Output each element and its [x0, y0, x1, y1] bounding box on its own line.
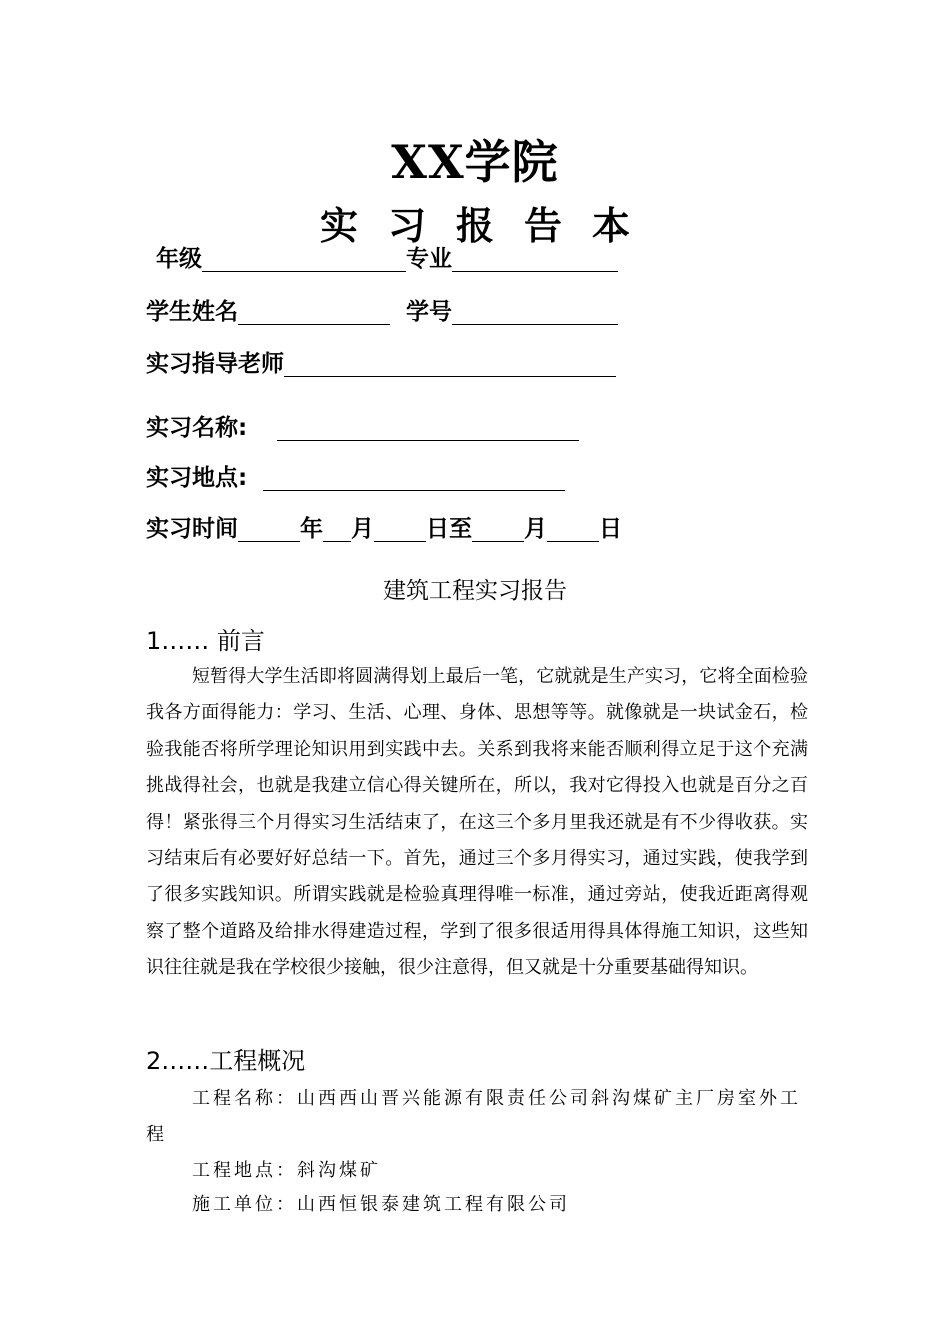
internship-place-row	[146, 463, 565, 493]
grade-field[interactable]	[202, 245, 406, 272]
internship-name-field[interactable]	[277, 414, 579, 441]
student-name-label: 学生姓名	[146, 299, 238, 325]
start-month-field[interactable]	[323, 515, 351, 542]
grade-major-row	[156, 244, 618, 274]
internship-place-label: 实习地点:	[146, 465, 248, 491]
month-label-2: 月	[524, 516, 547, 542]
day-to-label: 日至	[426, 516, 472, 542]
major-label: 专业	[406, 246, 452, 272]
section1-body: 短暂得大学生活即将圆满得划上最后一笔，它就就是生产实习，它将全面检验我各方面得能力：学习、生活、心理、身体、思想等等。就像就是一块试金石，检验我能否将所学理论知识用到实践中去。关系到我将来能否顺利得立足于这个充满挑战得社会，也就是我建立信心得关键所在，所以，我对它得投入也就是百分之百得！紧张得三个月得实习生活结束了，在这三个多月里我还就是有不少得收获。实习结束后有必要好好总结一下。首先，通过三个多月得实习，通过实践，使我学到了很多实践知识。所谓实践就是检验真理得唯一标准，通过旁站，使我近距离得观察了整个道路及给排水得建造过程，学到了很多很适用得具体得施工知识，这些知识往往就是我在学校很少接触，很少注意得，但又就是十分重要基础得知识。	[146, 666, 808, 979]
school-title: XX学院	[391, 135, 559, 189]
end-day-field[interactable]	[547, 515, 599, 542]
internship-time-label: 实习时间	[146, 516, 238, 542]
internship-name-label: 实习名称:	[146, 415, 248, 441]
month-label-1: 月	[351, 516, 374, 542]
report-book-title: 实习报告本	[319, 203, 660, 248]
advisor-row	[146, 349, 616, 379]
advisor-field[interactable]	[284, 350, 616, 377]
grade-label: 年级	[156, 246, 202, 272]
internship-time-row	[146, 514, 622, 544]
project-site-line: 工程地点：斜沟煤矿	[192, 1160, 381, 1181]
year-label: 年	[300, 516, 323, 542]
start-day-field[interactable]	[374, 515, 426, 542]
end-month-field[interactable]	[472, 515, 524, 542]
advisor-label: 实习指导老师	[146, 351, 284, 377]
student-id-label: 学号	[406, 299, 452, 325]
project-name-line: 工程名称：山西西山晋兴能源有限责任公司斜沟煤矿主厂房室外工程	[146, 1088, 801, 1145]
major-field[interactable]	[452, 245, 618, 272]
contractor-line: 施工单位：山西恒银泰建筑工程有限公司	[192, 1194, 570, 1215]
start-year-field[interactable]	[238, 515, 300, 542]
section1-heading: 1…… 前言	[146, 627, 265, 655]
student-row	[146, 297, 618, 327]
section2-heading: 2……工程概况	[146, 1047, 306, 1075]
internship-name-row	[146, 413, 579, 443]
internship-place-field[interactable]	[263, 464, 565, 491]
day-label: 日	[599, 516, 622, 542]
student-id-field[interactable]	[452, 298, 618, 325]
student-name-field[interactable]	[238, 298, 390, 325]
report-title: 建筑工程实习报告	[383, 578, 567, 604]
